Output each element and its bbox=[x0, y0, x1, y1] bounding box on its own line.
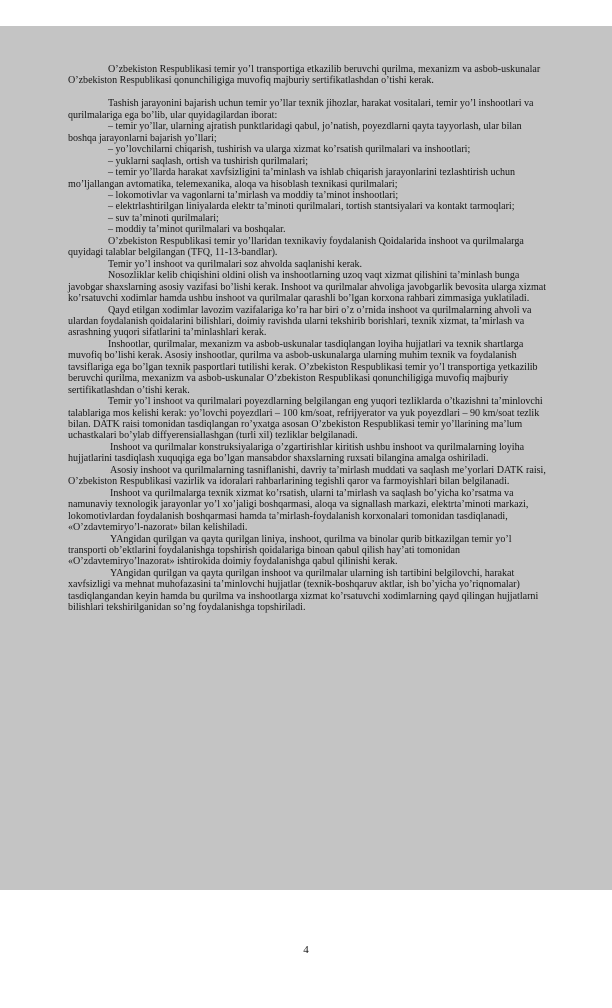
paragraph: Nosozliklar kelib chiqishini oldini olish va inshootlarning uzoq vaqt xizmat qilishini ta’minlash bunga javobgar shaxslarning asosiy vazifasi bo’lishi kerak. Inshoot va qurilmalar ahvoliga javobgarlik bevosita ularga xizmat ko’rsatuvchi xodimlar hamda ushbu inshoot va qurilmalar qarashli bo’lgan korxona rahbari zimmasiga yuklatiladi. bbox=[68, 270, 547, 305]
paragraph: – suv ta’minoti qurilmalari; bbox=[108, 212, 219, 224]
paragraph: O’zbekiston Respublikasi temir yo’llaridan texnikaviy foydalanish Qoidalarida inshoot va qurilmalarga quyidagi talablar belgilangan (TFQ, 11-13-bandlar). bbox=[68, 235, 524, 259]
paragraph: – yuklarni saqlash, ortish va tushirish qurilmalari; bbox=[108, 155, 309, 167]
paragraph: – yo’lovchilarni chiqarish, tushirish va ularga xizmat ko’rsatish qurilmalari va inshootlari; bbox=[108, 144, 471, 156]
paragraph: Tashish jarayonini bajarish uchun temir yo’llar texnik jihozlar, harakat vositalari, temir yo’l inshootlari va qurilmalariga ega bo’lib, ular quyidagilardan iborat: bbox=[68, 98, 534, 121]
paragraph: – moddiy ta’minot qurilmalari va boshqalar. bbox=[108, 224, 286, 236]
page-background-panel bbox=[0, 26, 612, 890]
paragraph: YAngidan qurilgan va qayta qurilgan liniya, inshoot, qurilma va binolar qurib bitkazilgan temir yo’l transporti ob’ektlarini foydalanishga topshirish qoidalariga binoan qabul qilish hay’ati tomonidan «O’zdavtemiryo’lnazorat» ishtirokida doimiy foydalanishga qabul qilinishi kerak. bbox=[68, 533, 512, 568]
paragraph: Asosiy inshoot va qurilmalarning tasniflanishi, davriy ta’mirlash muddati va saqlash me’yorlari DATK raisi, O’zbekiston Respublikasi vazirlik va idoralari rahbarlarining tegishli qaror va farmoyishlari bilan belgilanadi. bbox=[68, 464, 546, 488]
paragraph: YAngidan qurilgan va qayta qurilgan inshoot va qurilmalar ularning ish tartibini belgilovchi, harakat xavfsizligi va mehnat muhofazasini ta’minlovchi hujjatlar (texnik-boshqaruv aktlar, ish bo’yicha yo’riqnomalar) tasdiqlangandan keyin hamda bu qurilma va inshootlarga xizmat ko’rsatuvchi xodimlarning qayd qilingan hujjatlarni bilishlari tekshirilganidan so’ng foydalanishga topshiriladi. bbox=[68, 567, 539, 614]
paragraph: O’zbekiston Respublikasi temir yo’l transportiga etkazilib beruvchi qurilma, mexanizm va asbob-uskunalar O’zbekiston Respublikasi qonunchiligiga muvofiq majburiy sertifikatlashdan o’tishi kerak. bbox=[68, 64, 541, 87]
paragraph: Temir yo’l inshoot va qurilmalari poyezdlarning belgilangan eng yuqori tezliklarda o’tkazishni ta’minlovchi talablariga mos kelishi kerak: yo’lovchi poyezdlari – 100 km/soat, refrijyerator va yuk poyezdlari – 90 km/soat tezlik bilan. DATK raisi tomonidan tasdiqlangan ro’yxatga asosan O’zbekiston Respublikasi temir yo’llarining ma’lum uchastkalari bo’ylab diffyerensiallashgan (turli xil) tezliklar belgilanadi. bbox=[68, 396, 543, 442]
paragraph: Temir yo’l inshoot va qurilmalari soz ahvolda saqlanishi kerak. bbox=[108, 258, 363, 270]
paragraph: Inshoot va qurilmalar konstruksiyalariga o’zgartirishlar kiritish ushbu inshoot va qurilmalarning loyiha hujjatlarini tasdiqlash xuquqiga ega bo’lgan mansabdor shaxslarning ruxsati bilangina amalga oshiriladi. bbox=[68, 441, 525, 465]
paragraph: – elektrlashtirilgan liniyalarda elektr ta’minoti qurilmalari, tortish stantsiyalari va kontakt tarmoqlari; bbox=[108, 201, 515, 213]
document-body bbox=[68, 64, 548, 614]
paragraph: Inshoot va qurilmalarga texnik xizmat ko’rsatish, ularni ta’mirlash va saqlash bo’yicha ko’rsatma va namunaviy texnologik jarayonlar yo’l xo’jaligi boshqarmasi, aloqa va signallash markazi, elektrta’minoti markazi, lokomotivlardan foydalanish boshqarmasi hamda ta’mirlash-foydalanish korxonalari tomonidan tasdiqlanadi, «O’zdavtemiryo’l-nazorat» bilan kelishiladi. bbox=[68, 487, 529, 534]
paragraph-gap bbox=[68, 87, 548, 98]
paragraph: Qayd etilgan xodimlar lavozim vazifalariga ko’ra har biri o’z o’rnida inshoot va qurilmalarning ahvoli va ulardan foydalanish qoidalarini bilishlari, doimiy ravishda ularni tekshirib borishlari, texnik xizmat, ta’mirlash va asrashning yuqori sifatlarini ta’minlashlari kerak. bbox=[68, 304, 532, 339]
paragraph: – temir yo’llarda harakat xavfsizligini ta’minlash va ishlab chiqarish jarayonlarini tezlashtirish uchun mo’ljallangan avtomatika, telemexanika, aloqa va hisoblash texnikasi qurilmalari; bbox=[68, 167, 516, 190]
paragraph: Inshootlar, qurilmalar, mexanizm va asbob-uskunalar tasdiqlangan loyiha hujjatlari va texnik shartlarga muvofiq bo’lishi kerak. Asosiy inshootlar, qurilma va asbob-uskunalarga ularning muhim texnik va foydalanish tavsiflariga ega bo’lgan texnik pasportlari tutilishi kerak. O’zbekiston Respublikasi temir yo’l transportiga yetkazilib beruvchi qurilma, mexanizm va asbob-uskunalar O’zbekiston Respublikasi qonunchiligiga muvofiq majburiy sertifikatlashdan o’tishi kerak. bbox=[68, 338, 538, 396]
paragraph: – temir yo’llar, ularning ajratish punktlaridagi qabul, jo’natish, poyezdlarni qayta tayyorlash, ular bilan boshqa jarayonlarni bajarish yo’llari; bbox=[68, 121, 522, 144]
paragraph: – lokomotivlar va vagonlarni ta’mirlash va moddiy ta’minot inshootlari; bbox=[108, 189, 399, 201]
page-number: 4 bbox=[303, 944, 309, 956]
